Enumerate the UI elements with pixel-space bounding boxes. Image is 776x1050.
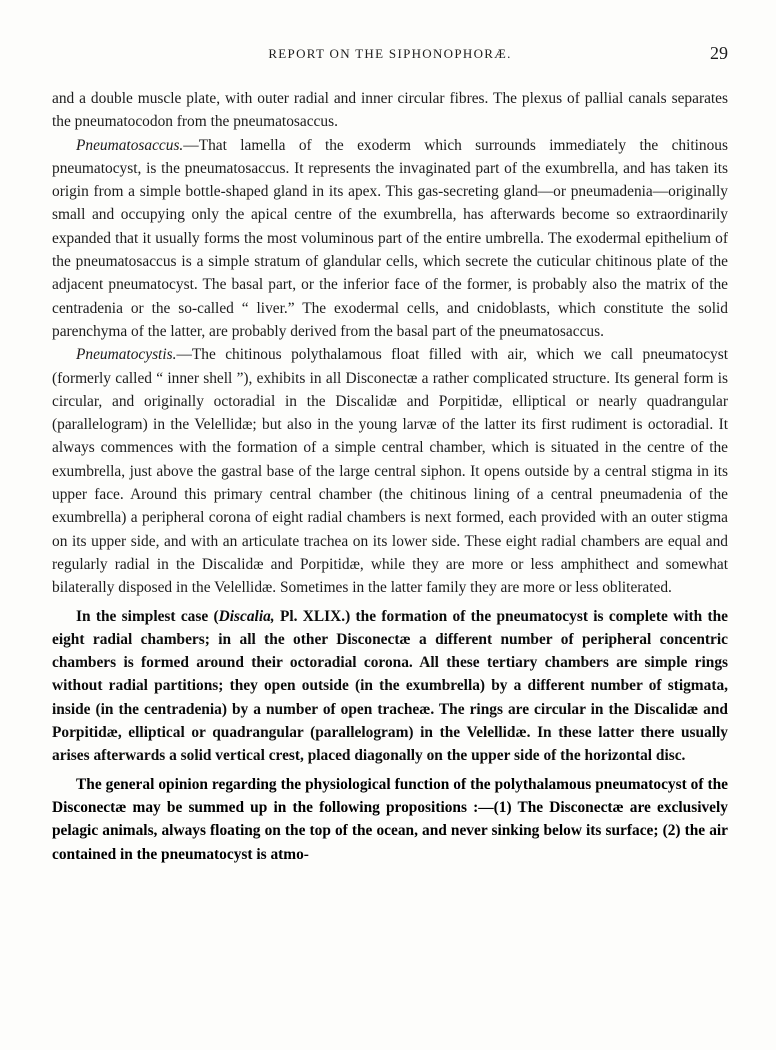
paragraph-continuation	[52, 87, 728, 134]
paragraph-text: —The chitinous polythalamous float filled with air, which we call pneumatocyst (formerly called “ inner shell ”), exhibits in all Disconectæ a rather complicated structure. Its general form is circular, and originally octoradial in the Discalidæ and Porpitidæ, elliptical or nearly quadrangular (parallelogram) in the Velellidæ; but also in the young larvæ of the latter its first rudiment is octoradial. It always commences with the formation of a simple central chamber, which is situated in the centre of the exumbrella, just above the gastral base of the large central siphon. It opens outside by a central stigma in its upper face. Around this primary central chamber (the chitinous lining of a central pneumadenia of the exumbrella) a peripheral corona of eight radial chambers is next formed, each provided with an outer stigma on its upper side, and with an articulate trachea on its lower side. These eight radial chambers are equal and regularly radial in the Discalidæ and Porpitidæ, while they are more or less amphithect and somewhat bilaterally disposed in the Velellidæ. Sometimes in the latter family they are more or less obliterated.	[52, 346, 728, 597]
genus-reference: Discalia,	[218, 607, 275, 625]
paragraph-pneumatocystis	[52, 343, 728, 599]
paragraph-lead: In the simplest case (	[76, 607, 219, 625]
page-number: 29	[710, 43, 728, 63]
section-heading-pneumatosaccus: Pneumatosaccus.	[76, 136, 184, 154]
paragraph-text: —That lamella of the exoderm which surrounds immediately the chitinous pneumatocyst, is the pneumatosaccus. It represents the invaginated part of the exumbrella, and has taken its origin from a simple bottle-shaped gland in its apex. This gas-secreting gland—or pneumadenia—originally small and occupying only the apical centre of the exumbrella, has afterwards become so extraordinarily expanded that it usually forms the most voluminous part of the entire umbrella. The exodermal epithelium of the pneumatosaccus is a simple stratum of glandular cells, which secrete the cuticular chitinous plate of the adjacent pneumatocyst. The basal part, or the inferior face of the former, is probably also the matrix of the centradenia or the so-called “ liver.” The exodermal cells, and cnidoblasts, which constitute the solid parenchyma of the latter, are probably derived from the basal part of the pneumatosaccus.	[52, 136, 728, 340]
page-body	[52, 87, 728, 866]
running-title: REPORT ON THE SIPHONOPHORÆ.	[268, 46, 512, 61]
paragraph-simplest-case	[52, 605, 728, 768]
paragraph-text: and a double muscle plate, with outer radial and inner circular fibres. The plexus of pallial canals separates the pneumatocodon from the pneumatosaccus.	[52, 90, 728, 131]
paragraph-text: The general opinion regarding the physiological function of the polythalamous pneumatocyst of the Disconectæ may be summed up in the following propositions :—(1) The Disconectæ are exclusively pelagic animals, always floating on the top of the ocean, and never sinking below its surface; (2) the air contained in the pneumatocyst is atmo-	[52, 775, 728, 863]
paragraph-physiological-function	[52, 773, 728, 866]
section-heading-pneumatocystis: Pneumatocystis.	[76, 346, 177, 364]
paragraph-pneumatosaccus	[52, 134, 728, 344]
page-header	[52, 43, 728, 68]
paragraph-text: Pl. XLIX.) the formation of the pneumatocyst is complete with the eight radial chambers; in all the other Disconectæ a different number of peripheral concentric chambers is formed around their octoradial corona. All these tertiary chambers are simple rings without radial partitions; they open outside (in the exumbrella) by a different number of stigmata, inside (in the centradenia) by a number of open tracheæ. The rings are circular in the Discalidæ and Porpitidæ, elliptical or quadrangular (parallelogram) in the Velellidæ. In these latter there usually arises afterwards a solid vertical crest, placed diagonally on the upper side of the horizontal disc.	[52, 607, 729, 765]
